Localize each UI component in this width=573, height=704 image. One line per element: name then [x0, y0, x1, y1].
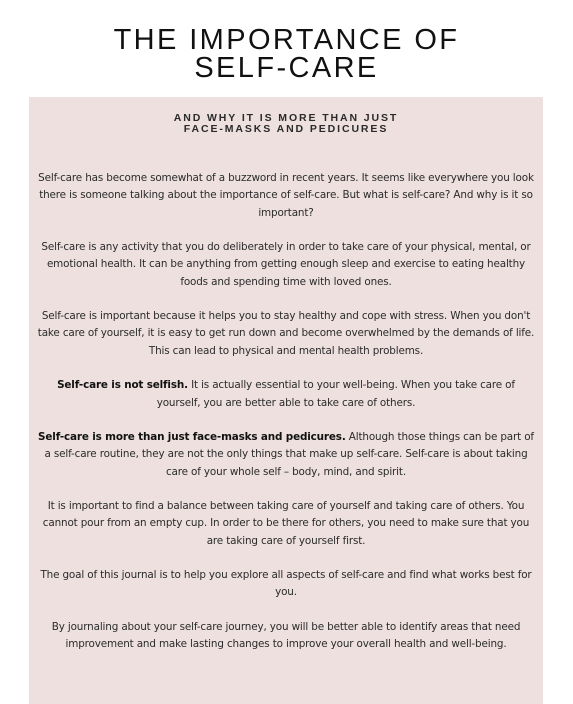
page-title — [0, 26, 573, 82]
article-body — [35, 170, 537, 671]
subtitle-line-2: FACE-MASKS AND PEDICURES — [183, 123, 389, 135]
paragraph-1-text: Self-care has become somewhat of a buzzword in recent years. It seems like everywhere you look there is someone talking about the importance of self-care. But what is self-care? And why is it so important? — [38, 172, 534, 219]
page-title-line-2: SELF-CARE — [194, 52, 379, 84]
paragraph-5-text: Although those things can be part of a self-care routine, they are not the only things that make up self-care. Self-care is about taking care of your whole self – body, mind, and spirit. — [44, 431, 534, 478]
paragraph-5 — [35, 429, 537, 481]
page-title-line-1: THE IMPORTANCE OF — [113, 24, 460, 56]
paragraph-4-text: It is actually essential to your well-being. When you take care of yourself, you are better able to take care of others. — [156, 379, 515, 409]
paragraph-3 — [35, 308, 537, 360]
paragraph-5-bold: Self-care is more than just face-masks and pedicures. — [38, 431, 346, 444]
paragraph-6 — [35, 498, 537, 550]
paragraph-4-bold: Self-care is not selfish. — [57, 379, 188, 392]
content-panel — [29, 97, 543, 704]
paragraph-2 — [35, 239, 537, 291]
paragraph-6-text: It is important to find a balance between taking care of yourself and taking care of others. You cannot pour from an empty cup. In order to be there for others, you need to make sure that you are taking care of yourself first. — [42, 500, 530, 547]
paragraph-2-text: Self-care is any activity that you do deliberately in order to take care of your physical, mental, or emotional health. It can be anything from getting enough sleep and exercise to eating healthy foods and spending time with loved ones. — [41, 241, 531, 288]
paragraph-8-text: By journaling about your self-care journey, you will be better able to identify areas that need improvement and make lasting changes to improve your overall health and well-being. — [51, 620, 521, 651]
paragraph-7 — [35, 567, 537, 602]
paragraph-7-text: The goal of this journal is to help you explore all aspects of self-care and find what works best for you. — [40, 569, 532, 599]
subtitle — [29, 113, 543, 135]
paragraph-4 — [35, 377, 537, 412]
paragraph-8 — [35, 619, 537, 654]
paragraph-3-text: Self-care is important because it helps you to stay healthy and cope with stress. When you don't take care of yourself, it is easy to get run down and become overwhelmed by the demands of life. This can lead to physical and mental health problems. — [37, 310, 535, 357]
paragraph-1 — [35, 170, 537, 222]
subtitle-line-1: AND WHY IT IS MORE THAN JUST — [173, 112, 399, 124]
